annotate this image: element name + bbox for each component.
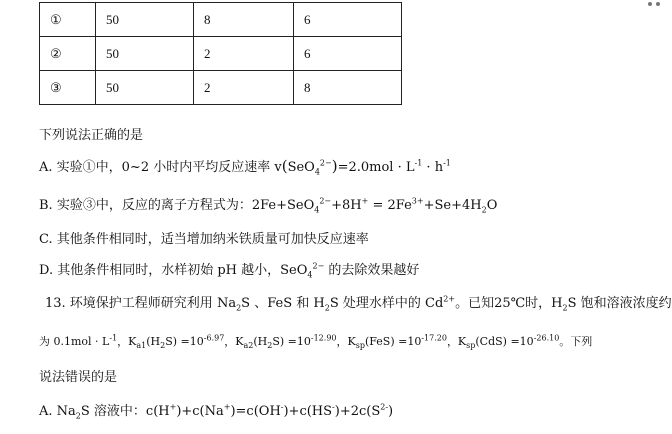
table-cell: 8 xyxy=(194,3,294,37)
text: B. 实验③中，反应的离子方程式为：2Fe+SeO xyxy=(39,198,315,213)
superscript: -17.20 xyxy=(421,333,447,343)
subscript: 2 xyxy=(324,303,330,313)
superscript: -12.90 xyxy=(310,333,337,343)
text: S 、FeS 和 H xyxy=(241,296,325,311)
text: (H xyxy=(146,335,161,348)
superscript: -1 xyxy=(414,158,423,168)
text: ，K xyxy=(224,335,244,348)
q12-option-a xyxy=(39,156,451,175)
table-cell: ① xyxy=(40,3,96,37)
subscript: 2 xyxy=(160,341,166,351)
text: 13. 环境保护工程师研究利用 Na xyxy=(45,296,237,311)
text: +Se+4H xyxy=(423,198,482,213)
text: ) xyxy=(388,404,394,419)
text: A. Na xyxy=(39,404,76,419)
paren: ) xyxy=(331,157,338,175)
text: )+c(Na xyxy=(176,404,224,419)
superscript: + xyxy=(169,402,177,412)
table-row xyxy=(40,71,402,105)
superscript: 3+ xyxy=(411,196,424,206)
text: )=c(OH xyxy=(230,404,281,419)
superscript: 2− xyxy=(319,196,332,206)
corner-mark-dot xyxy=(648,2,652,6)
text: O xyxy=(486,198,498,213)
superscript: - xyxy=(280,402,284,412)
superscript: 2− xyxy=(319,158,332,168)
table-cell: 50 xyxy=(96,71,194,105)
table-cell: 8 xyxy=(294,71,402,105)
corner-mark-dot xyxy=(656,2,660,6)
text: S) =10 xyxy=(165,335,204,348)
text: A. 实验①中，0~2 小时内平均反应速率 v xyxy=(39,160,282,175)
table-cell: 6 xyxy=(294,37,402,71)
paren: ( xyxy=(281,157,288,175)
superscript: -6.97 xyxy=(203,333,225,343)
text: (FeS) =10 xyxy=(364,335,422,348)
subscript: 4 xyxy=(307,270,313,280)
table-cell: 2 xyxy=(194,37,294,71)
text: · h xyxy=(422,160,444,175)
superscript: 2+ xyxy=(443,294,456,304)
q13-stem-line2 xyxy=(39,333,592,349)
subscript: 2 xyxy=(236,303,242,313)
text: ，K xyxy=(117,335,137,348)
table-row xyxy=(40,3,402,37)
q12-option-d xyxy=(39,259,419,278)
table-cell: ③ xyxy=(40,71,96,105)
subscript: 2 xyxy=(481,205,487,215)
text: SeO xyxy=(287,160,315,175)
superscript: -1 xyxy=(109,333,118,343)
table-cell: 6 xyxy=(294,3,402,37)
subscript: 2 xyxy=(562,303,568,313)
text: 为 0.1mol · L xyxy=(39,335,110,348)
q13-stem-line3: 说法错误的是 xyxy=(39,370,118,385)
table-cell: 2 xyxy=(194,71,294,105)
text: 的去除效果越好 xyxy=(324,263,420,278)
text: ，K xyxy=(336,335,356,348)
q13-stem-line1 xyxy=(45,292,672,311)
text: S) =10 xyxy=(272,335,311,348)
text: = 2Fe xyxy=(368,198,412,213)
text: +8H xyxy=(331,198,362,213)
q12-stem: 下列说法正确的是 xyxy=(39,128,144,143)
superscript: - xyxy=(332,402,335,412)
superscript: -26.10 xyxy=(533,333,560,343)
text: )+2c(S xyxy=(334,404,381,419)
text: (CdS) =10 xyxy=(475,335,534,348)
text: 。下列 xyxy=(559,335,593,348)
subscript: sp xyxy=(355,341,365,351)
table-cell: 50 xyxy=(96,3,194,37)
superscript: -1 xyxy=(443,158,451,168)
q13-option-a xyxy=(39,400,393,419)
text: S 饱和溶液浓度约 xyxy=(567,296,672,311)
subscript: 4 xyxy=(314,205,320,215)
text: )+c(HS xyxy=(283,404,333,419)
subscript: 2 xyxy=(267,341,273,351)
text: =2.0mol · L xyxy=(337,160,415,175)
text: S 溶液中：c(H xyxy=(80,404,170,419)
subscript: sp xyxy=(466,341,476,351)
superscript: + xyxy=(223,402,231,412)
table-cell: ② xyxy=(40,37,96,71)
text: S 处理水样中的 Cd xyxy=(329,296,444,311)
superscript: 2- xyxy=(380,402,389,412)
text: 。已知25℃时，H xyxy=(455,296,563,311)
subscript: 2 xyxy=(75,411,81,421)
subscript: 4 xyxy=(314,167,320,177)
text: (H xyxy=(253,335,268,348)
superscript: + xyxy=(361,196,369,206)
superscript: 2− xyxy=(312,261,325,271)
subscript: a2 xyxy=(243,341,254,351)
table-row xyxy=(40,37,402,71)
text: D. 其他条件相同时，水样初始 pH 越小，SeO xyxy=(39,263,308,278)
subscript: a1 xyxy=(136,341,147,351)
q12-option-c: C. 其他条件相同时，适当增加纳米铁质量可加快反应速率 xyxy=(39,232,369,247)
table-cell: 50 xyxy=(96,37,194,71)
q12-option-b xyxy=(39,194,497,213)
experiment-table xyxy=(39,2,402,105)
text: ，K xyxy=(446,335,467,348)
